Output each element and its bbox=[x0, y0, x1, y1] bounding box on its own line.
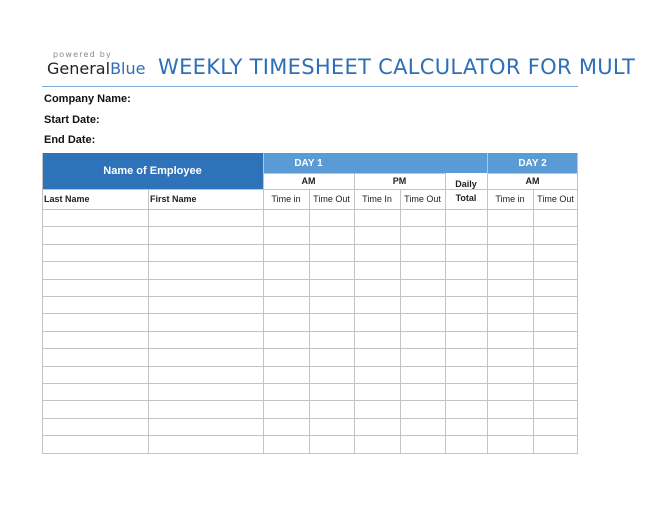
table-cell[interactable] bbox=[355, 401, 400, 418]
table-cell[interactable] bbox=[264, 227, 309, 244]
table-cell[interactable] bbox=[355, 280, 400, 296]
table-cell[interactable] bbox=[401, 210, 445, 226]
day1-am-time-in-header: Time in bbox=[271, 194, 301, 204]
table-cell[interactable] bbox=[264, 280, 309, 296]
employee-header: Name of Employee bbox=[103, 165, 202, 177]
table-cell[interactable] bbox=[43, 245, 148, 261]
table-cell[interactable] bbox=[310, 349, 354, 366]
powered-by-text: powered by bbox=[53, 50, 112, 59]
table-cell[interactable] bbox=[446, 314, 487, 331]
table-cell[interactable] bbox=[355, 210, 400, 226]
table-cell[interactable] bbox=[310, 280, 354, 296]
table-cell[interactable] bbox=[446, 436, 487, 453]
table-cell[interactable] bbox=[534, 401, 578, 418]
brand-name-general: General bbox=[47, 59, 111, 78]
table-cell[interactable] bbox=[488, 384, 533, 400]
table-cell[interactable] bbox=[401, 419, 445, 435]
table-cell[interactable] bbox=[43, 227, 148, 244]
table-cell[interactable] bbox=[401, 401, 445, 418]
table-cell[interactable] bbox=[488, 210, 533, 226]
table-cell[interactable] bbox=[446, 384, 487, 400]
table-cell[interactable] bbox=[401, 227, 445, 244]
table-cell[interactable] bbox=[446, 280, 487, 296]
table-cell[interactable] bbox=[488, 227, 533, 244]
table-cell[interactable] bbox=[355, 245, 400, 261]
table-cell[interactable] bbox=[401, 349, 445, 366]
table-cell[interactable] bbox=[149, 314, 263, 331]
day1-pm-header: PM bbox=[392, 176, 407, 186]
day2-am-time-in-header: Time in bbox=[495, 194, 525, 204]
last-name-header: Last Name bbox=[44, 194, 90, 204]
table-cell[interactable] bbox=[149, 401, 263, 418]
brand-name-blue: Blue bbox=[110, 59, 146, 78]
table-cell[interactable] bbox=[446, 349, 487, 366]
table-cell[interactable] bbox=[264, 401, 309, 418]
table-cell[interactable] bbox=[43, 210, 148, 226]
table-cell[interactable] bbox=[355, 436, 400, 453]
daily-total-header-line2: Total bbox=[455, 193, 477, 203]
table-cell[interactable] bbox=[264, 297, 309, 313]
table-cell[interactable] bbox=[355, 332, 400, 348]
table-cell[interactable] bbox=[43, 401, 148, 418]
table-cell[interactable] bbox=[446, 401, 487, 418]
day1-pm-time-out-header: Time Out bbox=[404, 194, 441, 204]
brand-name bbox=[47, 59, 145, 78]
table-cell[interactable] bbox=[446, 227, 487, 244]
table-cell[interactable] bbox=[310, 401, 354, 418]
day1-pm-time-in-header: Time In bbox=[362, 194, 392, 204]
day1-spacer-fill bbox=[354, 153, 487, 173]
end-date-label: End Date: bbox=[44, 134, 96, 146]
table-cell[interactable] bbox=[310, 367, 354, 383]
table-cell[interactable] bbox=[401, 297, 445, 313]
company-name-label: Company Name: bbox=[44, 93, 131, 105]
table-cell[interactable] bbox=[401, 367, 445, 383]
grid-line-h bbox=[42, 189, 578, 190]
table-cell[interactable] bbox=[488, 332, 533, 348]
table-cell[interactable] bbox=[355, 314, 400, 331]
table-cell[interactable] bbox=[534, 314, 578, 331]
table-cell[interactable] bbox=[310, 262, 354, 279]
table-cell[interactable] bbox=[310, 227, 354, 244]
table-cell[interactable] bbox=[149, 245, 263, 261]
table-cell[interactable] bbox=[534, 227, 578, 244]
table-cell[interactable] bbox=[43, 314, 148, 331]
table-cell[interactable] bbox=[488, 436, 533, 453]
table-cell[interactable] bbox=[534, 419, 578, 435]
table-cell[interactable] bbox=[264, 314, 309, 331]
table-cell[interactable] bbox=[401, 280, 445, 296]
table-cell[interactable] bbox=[310, 245, 354, 261]
table-cell[interactable] bbox=[43, 384, 148, 400]
table-cell[interactable] bbox=[43, 297, 148, 313]
table-cell[interactable] bbox=[310, 384, 354, 400]
table-cell[interactable] bbox=[355, 349, 400, 366]
table-cell[interactable] bbox=[534, 384, 578, 400]
table-cell[interactable] bbox=[264, 384, 309, 400]
day1-am-header: AM bbox=[301, 176, 316, 186]
table-cell[interactable] bbox=[446, 245, 487, 261]
daily-total-header-line1: Daily bbox=[455, 179, 477, 189]
table-cell[interactable] bbox=[355, 419, 400, 435]
table-cell[interactable] bbox=[488, 367, 533, 383]
table-cell[interactable] bbox=[488, 401, 533, 418]
table-cell[interactable] bbox=[488, 280, 533, 296]
table-cell[interactable] bbox=[534, 245, 578, 261]
table-cell[interactable] bbox=[446, 419, 487, 435]
table-cell[interactable] bbox=[446, 210, 487, 226]
table-cell[interactable] bbox=[488, 245, 533, 261]
table-cell[interactable] bbox=[401, 384, 445, 400]
table-cell[interactable] bbox=[355, 227, 400, 244]
table-cell[interactable] bbox=[534, 262, 578, 279]
day2-header: DAY 2 bbox=[518, 157, 547, 169]
table-cell[interactable] bbox=[149, 280, 263, 296]
table-cell[interactable] bbox=[43, 436, 148, 453]
table-cell[interactable] bbox=[149, 419, 263, 435]
table-cell[interactable] bbox=[488, 297, 533, 313]
table-cell[interactable] bbox=[149, 262, 263, 279]
table-cell[interactable] bbox=[43, 367, 148, 383]
table-cell[interactable] bbox=[310, 210, 354, 226]
table-cell[interactable] bbox=[43, 262, 148, 279]
table-cell[interactable] bbox=[149, 227, 263, 244]
day1-am-time-out-header: Time Out bbox=[313, 194, 350, 204]
table-cell[interactable] bbox=[264, 419, 309, 435]
table-cell[interactable] bbox=[355, 262, 400, 279]
table-cell[interactable] bbox=[149, 210, 263, 226]
table-cell[interactable] bbox=[534, 297, 578, 313]
table-cell[interactable] bbox=[264, 367, 309, 383]
table-cell[interactable] bbox=[446, 367, 487, 383]
table-cell[interactable] bbox=[149, 297, 263, 313]
table-cell[interactable] bbox=[355, 367, 400, 383]
table-cell[interactable] bbox=[534, 436, 578, 453]
table-cell[interactable] bbox=[446, 262, 487, 279]
first-name-header: First Name bbox=[150, 194, 197, 204]
table-cell[interactable] bbox=[149, 367, 263, 383]
table-cell[interactable] bbox=[534, 332, 578, 348]
table-cell[interactable] bbox=[401, 332, 445, 348]
table-cell[interactable] bbox=[264, 349, 309, 366]
page-title: WEEKLY TIMESHEET CALCULATOR FOR MULT bbox=[158, 55, 636, 79]
title-divider bbox=[42, 86, 578, 87]
table-cell[interactable] bbox=[446, 332, 487, 348]
table-cell[interactable] bbox=[355, 297, 400, 313]
table-cell[interactable] bbox=[534, 349, 578, 366]
table-cell[interactable] bbox=[310, 419, 354, 435]
table-cell[interactable] bbox=[401, 436, 445, 453]
table-cell[interactable] bbox=[149, 384, 263, 400]
table-cell[interactable] bbox=[310, 436, 354, 453]
table-cell[interactable] bbox=[355, 384, 400, 400]
table-cell[interactable] bbox=[264, 332, 309, 348]
table-cell[interactable] bbox=[149, 349, 263, 366]
table-cell[interactable] bbox=[488, 314, 533, 331]
table-cell[interactable] bbox=[310, 297, 354, 313]
table-cell[interactable] bbox=[43, 349, 148, 366]
table-cell[interactable] bbox=[488, 349, 533, 366]
table-cell[interactable] bbox=[149, 332, 263, 348]
grid-line-h bbox=[487, 173, 578, 174]
table-cell[interactable] bbox=[534, 210, 578, 226]
table-cell[interactable] bbox=[43, 280, 148, 296]
table-cell[interactable] bbox=[401, 245, 445, 261]
grid-line-h bbox=[42, 453, 578, 454]
table-cell[interactable] bbox=[43, 419, 148, 435]
table-cell[interactable] bbox=[534, 367, 578, 383]
table-cell[interactable] bbox=[401, 262, 445, 279]
table-cell[interactable] bbox=[446, 297, 487, 313]
table-cell[interactable] bbox=[488, 419, 533, 435]
table-cell[interactable] bbox=[43, 332, 148, 348]
table-cell[interactable] bbox=[264, 436, 309, 453]
table-cell[interactable] bbox=[488, 262, 533, 279]
table-cell[interactable] bbox=[264, 245, 309, 261]
table-cell[interactable] bbox=[534, 280, 578, 296]
start-date-label: Start Date: bbox=[44, 114, 100, 126]
day2-am-time-out-header: Time Out bbox=[537, 194, 574, 204]
table-cell[interactable] bbox=[149, 436, 263, 453]
table-cell[interactable] bbox=[310, 332, 354, 348]
table-cell[interactable] bbox=[264, 262, 309, 279]
table-cell[interactable] bbox=[401, 314, 445, 331]
table-cell[interactable] bbox=[310, 314, 354, 331]
day1-header: DAY 1 bbox=[294, 157, 323, 169]
day2-am-header: AM bbox=[525, 176, 540, 186]
table-cell[interactable] bbox=[264, 210, 309, 226]
